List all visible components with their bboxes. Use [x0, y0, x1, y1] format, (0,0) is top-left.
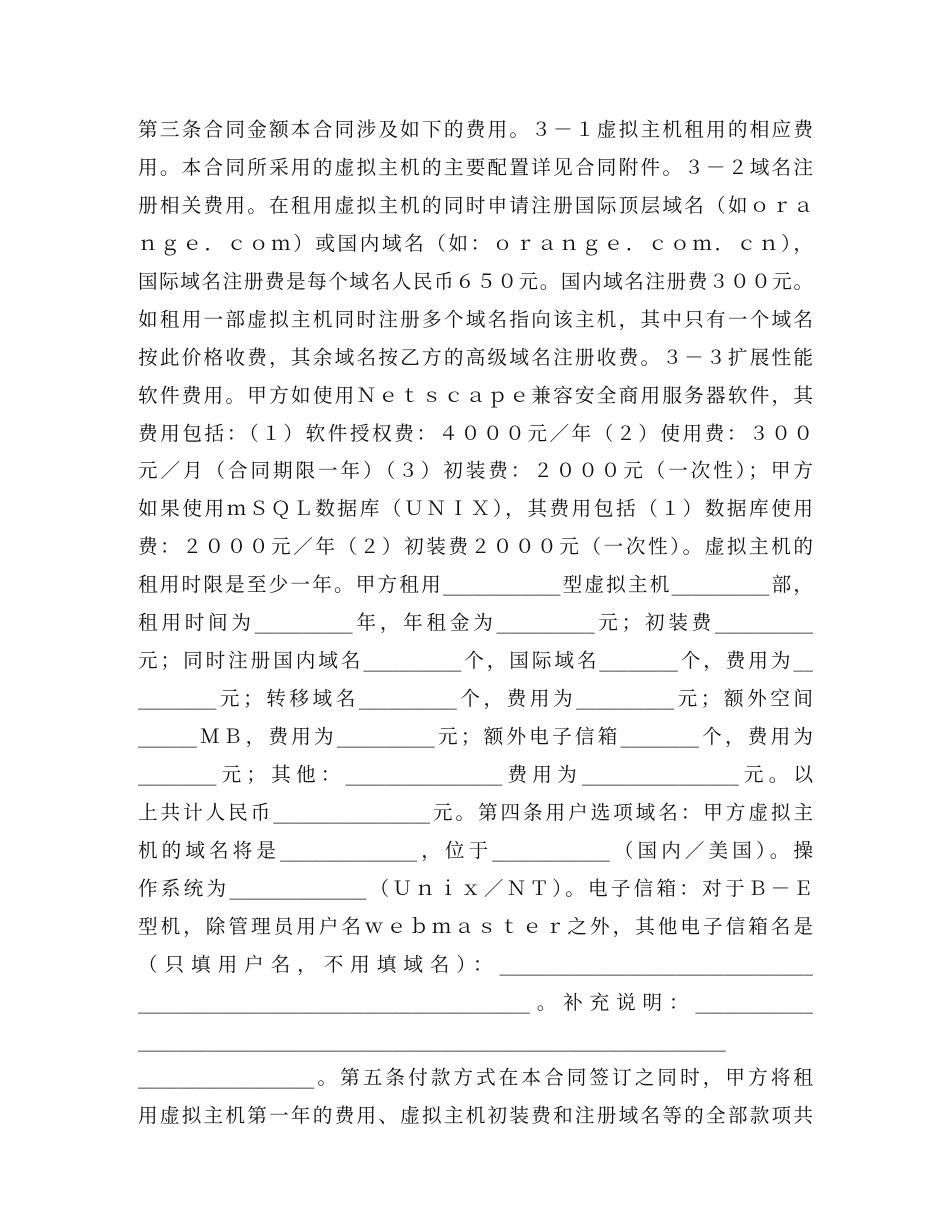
text-line-24: ________________________________________。补充说明：____________: [138, 990, 813, 1014]
text-line-18: ________元；其他：________________费用为________________元。以: [138, 762, 813, 786]
text-line-17: ______ＭＢ，费用为__________元；额外电子信箱________个，费用为: [138, 725, 813, 748]
text-line-15: 元；同时注册国内域名__________个，国际域名________个，费用为__: [138, 649, 813, 673]
text-line-11: 如果使用ｍＳＱＬ数据库（ＵＮＩＸ），其费用包括（１）数据库使用: [138, 497, 813, 521]
text-line-4: ｎｇｅ．ｃｏｍ）或国内域名（如：ｏｒａｎｇｅ．ｃｏｍ．ｃｎ），: [138, 231, 813, 255]
text-line-27: 用虚拟主机第一年的费用、虚拟主机初装费和注册域名等的全部款项共: [138, 1104, 813, 1128]
text-line-12: 费：２０００元／年（２）初装费２０００元（一次性）。虚拟主机的: [138, 535, 813, 559]
text-line-26: __________________。第五条付款方式在本合同签订之同时，甲方将租: [138, 1066, 813, 1090]
text-line-16: ________元；转移域名__________个，费用为__________元；额外空间: [138, 687, 813, 711]
text-line-5: 国际域名注册费是每个域名人民币６５０元。国内域名注册费３００元。: [138, 269, 813, 293]
text-line-2: 用。本合同所采用的虚拟主机的主要配置详见合同附件。３－２域名注: [138, 155, 813, 179]
text-line-22: 型机，除管理员用户名ｗｅｂｍａｓｔｅｒ之外，其他电子信箱名是: [138, 914, 813, 938]
text-line-25: ____________________________________________________________: [138, 1028, 726, 1052]
text-line-8: 软件费用。甲方如使用Ｎｅｔｓｃａｐｅ兼容安全商用服务器软件，其: [138, 383, 813, 407]
text-line-6: 如租用一部虚拟主机同时注册多个域名指向该主机，其中只有一个域名: [138, 307, 813, 331]
text-line-21: 作系统为______________（Ｕｎｉｘ／ＮＴ）。电子信箱：对于Ｂ－Ｅ: [138, 876, 813, 900]
text-line-7: 按此价格收费，其余域名按乙方的高级域名注册收费。３－３扩展性能: [138, 345, 813, 369]
text-line-14: 租用时间为__________年，年租金为__________元；初装费__________: [138, 611, 813, 635]
text-line-13: 租用时限是至少一年。甲方租用____________型虚拟主机__________部，: [138, 573, 813, 597]
text-line-3: 册相关费用。在租用虚拟主机的同时申请注册国际顶层域名（如ｏｒａ: [138, 193, 813, 217]
text-line-9: 费用包括：（１）软件授权费：４０００元／年（２）使用费：３００: [138, 421, 813, 445]
text-line-1: 第三条合同金额本合同涉及如下的费用。３－１虚拟主机租用的相应费: [138, 118, 813, 141]
text-line-20: 机的域名将是______________，位于____________（国内／美国）。操: [138, 838, 813, 862]
text-line-23: （只填用户名，不用填域名）：________________________________: [138, 952, 813, 976]
text-line-19: 上共计人民币________________元。第四条用户选项域名：甲方虚拟主: [138, 800, 813, 824]
contract-body-text: [138, 111, 813, 1135]
text-line-10: 元／月（合同期限一年）（３）初装费：２０００元（一次性）；甲方: [138, 459, 813, 483]
